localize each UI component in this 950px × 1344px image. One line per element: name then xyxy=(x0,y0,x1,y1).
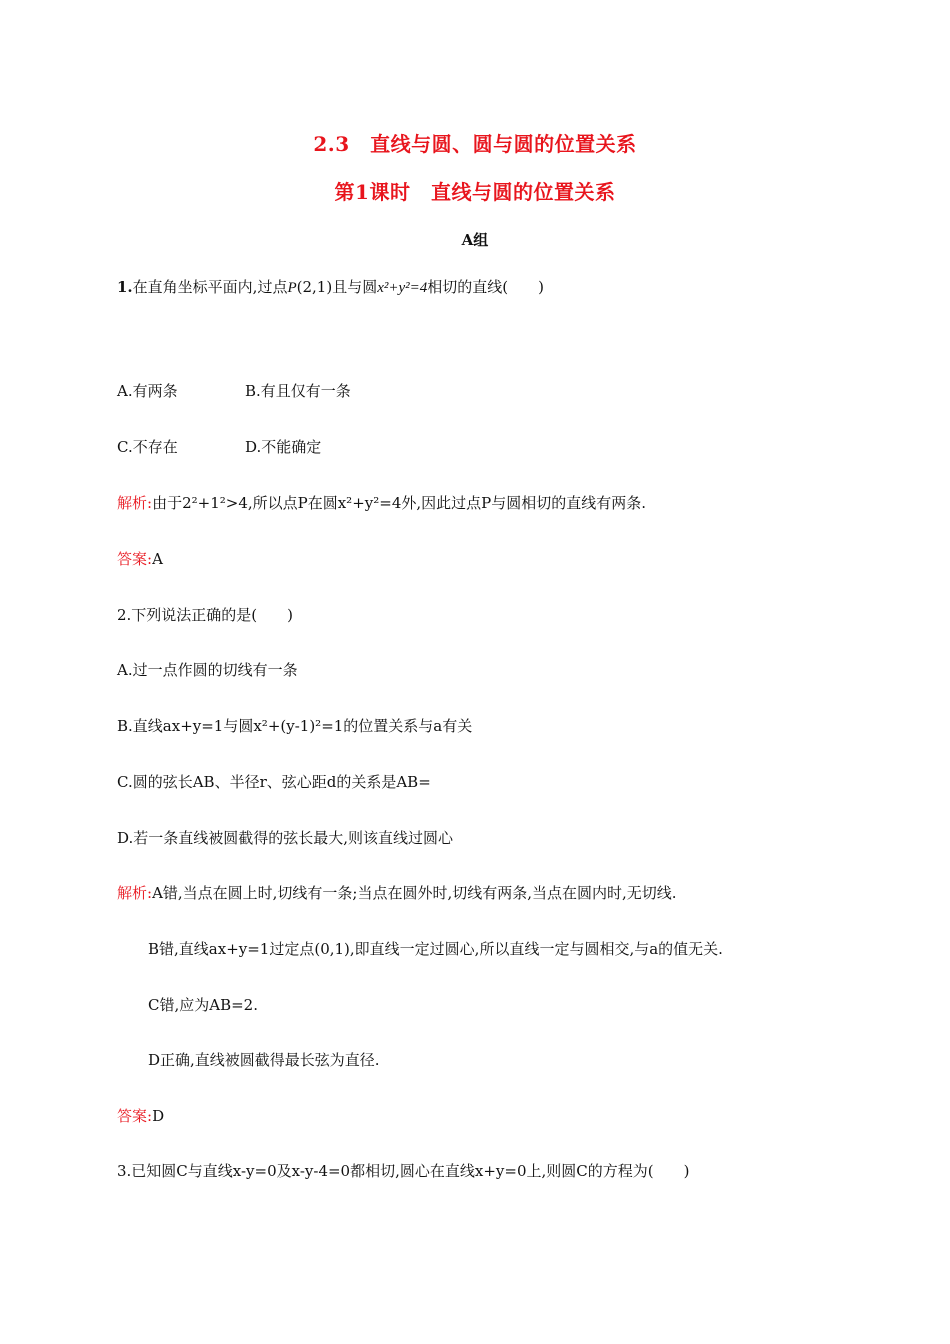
question-2-answer: 答案:D xyxy=(117,1107,165,1125)
lesson-title: 第1课时 直线与圆的位置关系 xyxy=(334,180,616,204)
question-2-option-d: D.若一条直线被圆截得的弦长最大,则该直线过圆心 xyxy=(117,829,454,847)
section-title: 2.3 直线与圆、圆与圆的位置关系 xyxy=(313,132,637,156)
question-1-option-d: D.不能确定 xyxy=(245,438,322,456)
question-2-option-b: B.直线ax+y=1与圆x²+(y-1)²=1的位置关系与a有关 xyxy=(117,717,473,735)
group-label: A组 xyxy=(461,231,489,249)
question-1-answer: 答案:A xyxy=(117,550,163,568)
question-2-option-c: C.圆的弦长AB、半径r、弦心距d的关系是AB= xyxy=(117,773,431,791)
question-2-analysis-b: B错,直线ax+y=1过定点(0,1),即直线一定过圆心,所以直线一定与圆相交,与a的值无关. xyxy=(148,940,723,958)
question-1-option-c: C.不存在 xyxy=(117,438,178,456)
question-number: 1. xyxy=(117,278,133,296)
question-1-option-b: B.有且仅有一条 xyxy=(245,382,351,400)
question-1-analysis: 解析:由于2²+1²>4,所以点P在圆x²+y²=4外,因此过点P与圆相切的直线有两条. xyxy=(117,494,646,512)
question-2-analysis-d: D正确,直线被圆截得最长弦为直径. xyxy=(148,1051,380,1069)
question-1-stem: 1.在直角坐标平面内,过点P(2,1)且与圆x²+y²=4相切的直线( ) xyxy=(117,278,544,296)
answer-label: 答案: xyxy=(117,1107,153,1125)
question-2-analysis-c: C错,应为AB=2. xyxy=(148,996,258,1014)
question-1-option-a: A.有两条 xyxy=(117,382,178,400)
answer-label: 答案: xyxy=(117,550,153,568)
question-3-stem: 3.已知圆C与直线x-y=0及x-y-4=0都相切,圆心在直线x+y=0上,则圆C的方程为( ) xyxy=(117,1162,690,1180)
analysis-label: 解析: xyxy=(117,494,153,512)
analysis-label: 解析: xyxy=(117,884,153,902)
question-2-stem: 2.下列说法正确的是( ) xyxy=(117,606,294,624)
question-2-analysis: 解析:A错,当点在圆上时,切线有一条;当点在圆外时,切线有两条,当点在圆内时,无切线. xyxy=(117,884,677,902)
question-2-option-a: A.过一点作圆的切线有一条 xyxy=(117,661,298,679)
